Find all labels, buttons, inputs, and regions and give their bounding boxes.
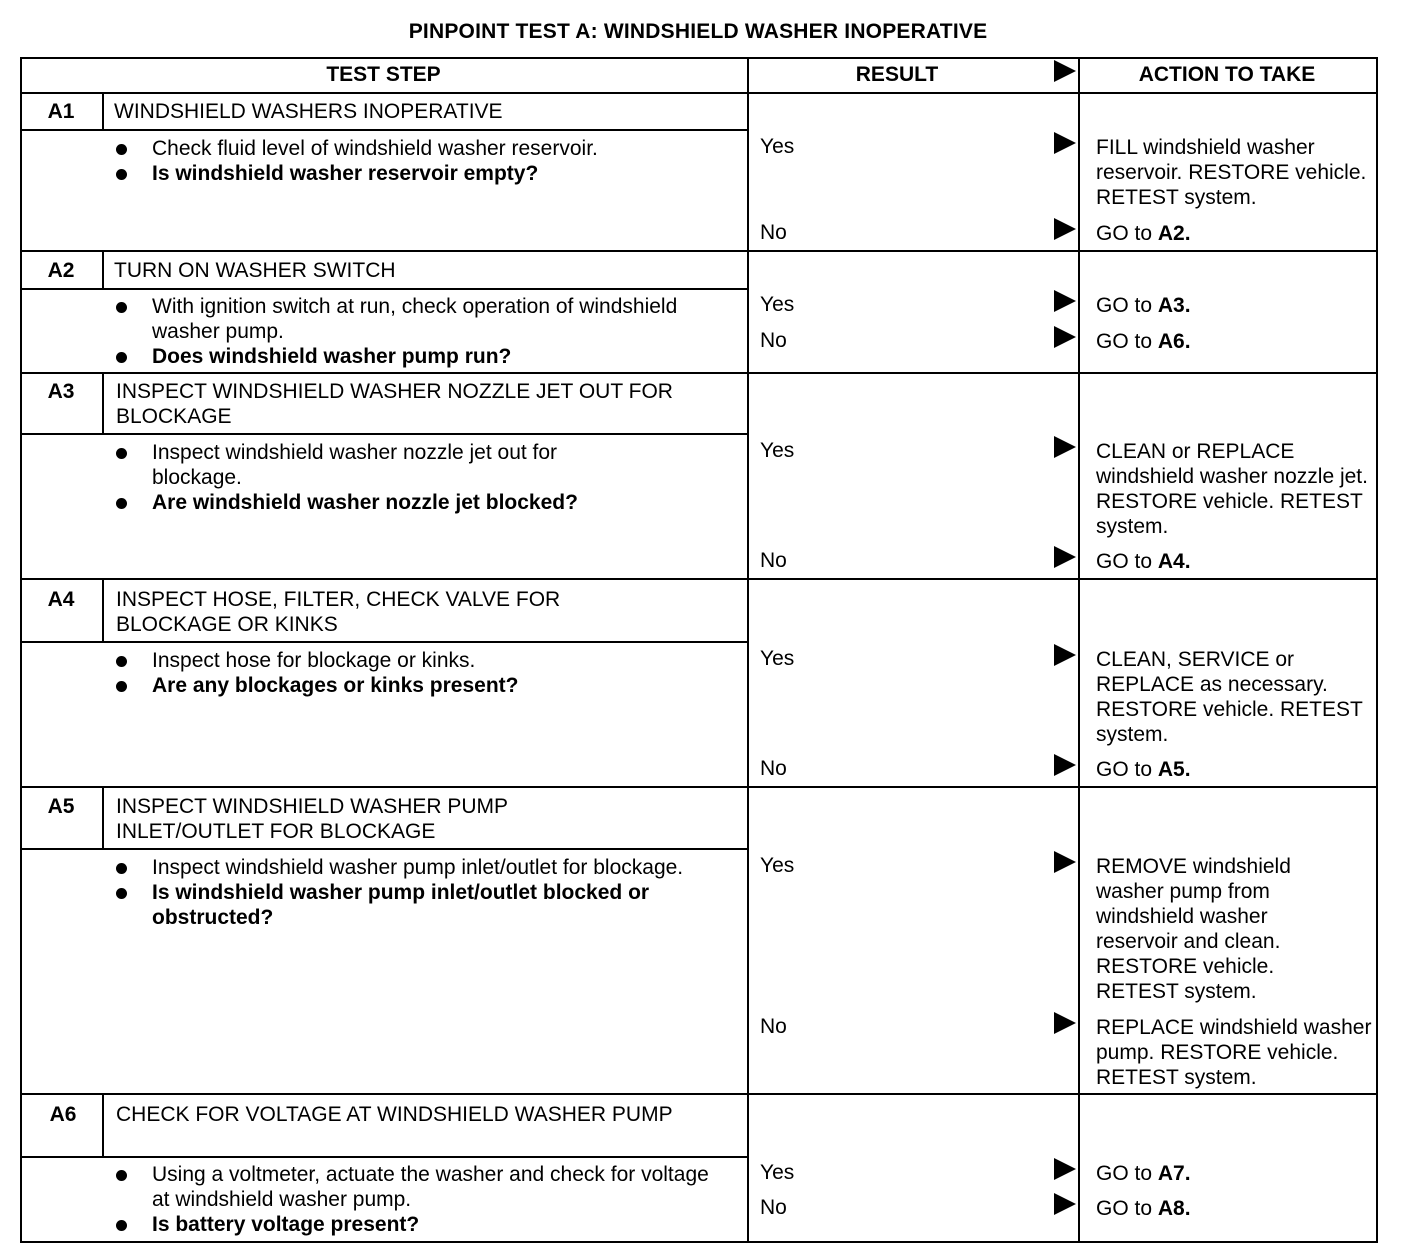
action-text (1096, 1161, 1376, 1186)
result-yes: Yes (760, 439, 795, 462)
step-separator (20, 578, 1378, 580)
arrow-icon (1054, 1012, 1076, 1034)
code-cell-divider (102, 373, 104, 434)
step-bullets (112, 440, 612, 515)
step-heading: TURN ON WASHER SWITCH (114, 259, 396, 282)
bullet-icon (116, 656, 127, 667)
arrow-icon (1054, 290, 1076, 312)
page-title: PINPOINT TEST A: WINDSHIELD WASHER INOPERATIVE (408, 20, 988, 43)
bullet-text: Check fluid level of windshield washer reservoir. (152, 137, 598, 160)
heading-underline (20, 641, 749, 643)
step-bullets (112, 855, 702, 930)
step-bullets (112, 294, 732, 369)
result-column-divider (747, 57, 749, 1243)
step-heading: INSPECT WINDSHIELD WASHER NOZZLE JET OUT FOR BLOCKAGE (116, 380, 673, 428)
step-code: A5 (47, 795, 75, 818)
action-prefix: GO to (1096, 222, 1158, 245)
bullet-text: Inspect windshield washer pump inlet/outlet for blockage. (152, 856, 684, 879)
arrow-icon (1054, 851, 1076, 873)
arrow-icon (1054, 326, 1076, 348)
action-prefix: GO to (1096, 550, 1158, 573)
action-text: REPLACE windshield washer pump. RESTORE vehicle. RETEST system. (1096, 1016, 1372, 1089)
action-ref: A4. (1157, 550, 1191, 573)
bullet-item (112, 440, 612, 490)
action-text (1096, 329, 1376, 354)
bullet-text: Does windshield washer pump run? (152, 345, 512, 368)
action-ref: A7. (1157, 1162, 1191, 1185)
heading-underline (20, 1156, 749, 1158)
action-ref: A6. (1157, 330, 1191, 353)
bullet-text: Inspect windshield washer nozzle jet out for blockage. (152, 441, 558, 489)
result-no: No (760, 1196, 787, 1219)
step-heading: WINDSHIELD WASHERS INOPERATIVE (114, 100, 503, 123)
bullet-item (112, 1162, 732, 1212)
bullet-icon (116, 144, 127, 155)
action-ref: A3. (1157, 294, 1191, 317)
action-text (1096, 221, 1376, 246)
step-separator (20, 250, 1378, 252)
step-separator (20, 1093, 1378, 1095)
arrow-icon (1054, 644, 1076, 666)
code-cell-divider (102, 93, 104, 130)
arrow-icon (1054, 436, 1076, 458)
step-bullets (112, 136, 732, 186)
action-text (1096, 549, 1376, 574)
result-yes: Yes (760, 854, 795, 877)
step-heading: INSPECT WINDSHIELD WASHER PUMP INLET/OUTLET FOR BLOCKAGE (116, 795, 508, 843)
result-yes: Yes (760, 647, 795, 670)
step-code: A3 (47, 380, 75, 403)
arrow-icon (1054, 1193, 1076, 1215)
bullet-icon (116, 352, 127, 363)
heading-underline (20, 433, 749, 435)
header-test-step: TEST STEP (326, 63, 441, 86)
bullet-icon (116, 681, 127, 692)
bullet-item (112, 136, 732, 161)
result-yes: Yes (760, 135, 795, 158)
result-yes: Yes (760, 1161, 795, 1184)
action-prefix: GO to (1096, 330, 1158, 353)
action-text: CLEAN, SERVICE or REPLACE as necessary. RESTORE vehicle. RETEST system. (1096, 648, 1363, 746)
action-ref: A8. (1157, 1197, 1191, 1220)
bullet-text: Is windshield washer reservoir empty? (152, 162, 539, 185)
table-bottom-border (20, 1241, 1378, 1243)
header-arrow-icon (1054, 60, 1076, 82)
bullet-icon (116, 169, 127, 180)
action-prefix: GO to (1096, 1162, 1158, 1185)
action-text: REMOVE windshield washer pump from windshield washer reservoir and clean. RESTORE vehicle. RETEST system. (1096, 855, 1291, 1003)
arrow-icon (1054, 754, 1076, 776)
action-prefix: GO to (1096, 1197, 1158, 1220)
action-prefix: GO to (1096, 294, 1158, 317)
bullet-text: Inspect hose for blockage or kinks. (152, 649, 476, 672)
step-code: A2 (47, 259, 75, 282)
bullet-text: Is battery voltage present? (152, 1213, 420, 1236)
table-right-border (1376, 57, 1378, 1243)
code-cell-divider (102, 579, 104, 642)
bullet-icon (116, 448, 127, 459)
bullet-question (112, 344, 732, 369)
action-ref: A5. (1157, 758, 1191, 781)
bullet-icon (116, 1170, 127, 1181)
arrow-icon (1054, 218, 1076, 240)
heading-underline (20, 129, 749, 131)
code-cell-divider (102, 251, 104, 289)
bullet-question (112, 880, 702, 930)
action-prefix: GO to (1096, 758, 1158, 781)
bullet-item (112, 855, 702, 880)
result-no: No (760, 1015, 787, 1038)
step-code: A6 (49, 1103, 77, 1126)
bullet-text: Are windshield washer nozzle jet blocked? (152, 491, 578, 514)
action-text: FILL windshield washer reservoir. RESTORE vehicle. RETEST system. (1096, 136, 1367, 209)
action-text (1096, 1196, 1376, 1221)
bullet-icon (116, 498, 127, 509)
header-bottom-border (20, 92, 1378, 94)
result-no: No (760, 757, 787, 780)
bullet-text: Using a voltmeter, actuate the washer and check for voltage at windshield washer pump. (152, 1163, 709, 1211)
step-bullets (112, 1162, 732, 1237)
bullet-question (112, 1212, 732, 1237)
step-separator (20, 786, 1378, 788)
result-no: No (760, 549, 787, 572)
bullet-icon (116, 888, 127, 899)
bullet-question (112, 161, 732, 186)
step-heading: INSPECT HOSE, FILTER, CHECK VALVE FOR BLOCKAGE OR KINKS (116, 588, 561, 636)
bullet-icon (116, 1220, 127, 1231)
table-top-border (20, 57, 1378, 59)
step-heading: CHECK FOR VOLTAGE AT WINDSHIELD WASHER PUMP (116, 1103, 673, 1126)
bullet-text: Are any blockages or kinks present? (152, 674, 519, 697)
arrow-icon (1054, 1158, 1076, 1180)
bullet-text: With ignition switch at run, check operation of windshield washer pump. (152, 295, 678, 343)
result-no: No (760, 329, 787, 352)
bullet-text: Is windshield washer pump inlet/outlet blocked or obstructed? (152, 881, 650, 929)
table-left-border (20, 57, 22, 1243)
action-text (1096, 293, 1376, 318)
bullet-icon (116, 863, 127, 874)
bullet-item (112, 648, 732, 673)
bullet-question (112, 490, 612, 515)
step-bullets (112, 648, 732, 698)
header-result: RESULT (855, 63, 939, 86)
result-no: No (760, 221, 787, 244)
step-code: A4 (47, 588, 75, 611)
step-separator (20, 372, 1378, 374)
bullet-item (112, 294, 732, 344)
header-action: ACTION TO TAKE (1138, 63, 1316, 86)
heading-underline (20, 288, 749, 290)
arrow-icon (1054, 132, 1076, 154)
arrow-icon (1054, 546, 1076, 568)
code-cell-divider (102, 787, 104, 849)
step-code: A1 (47, 100, 75, 123)
bullet-icon (116, 302, 127, 313)
action-text (1096, 757, 1376, 782)
result-yes: Yes (760, 293, 795, 316)
action-ref: A2. (1157, 222, 1191, 245)
heading-underline (20, 848, 749, 850)
bullet-question (112, 673, 732, 698)
action-text: CLEAN or REPLACE windshield washer nozzle jet. RESTORE vehicle. RETEST system. (1096, 440, 1368, 538)
action-column-divider (1078, 57, 1080, 1243)
